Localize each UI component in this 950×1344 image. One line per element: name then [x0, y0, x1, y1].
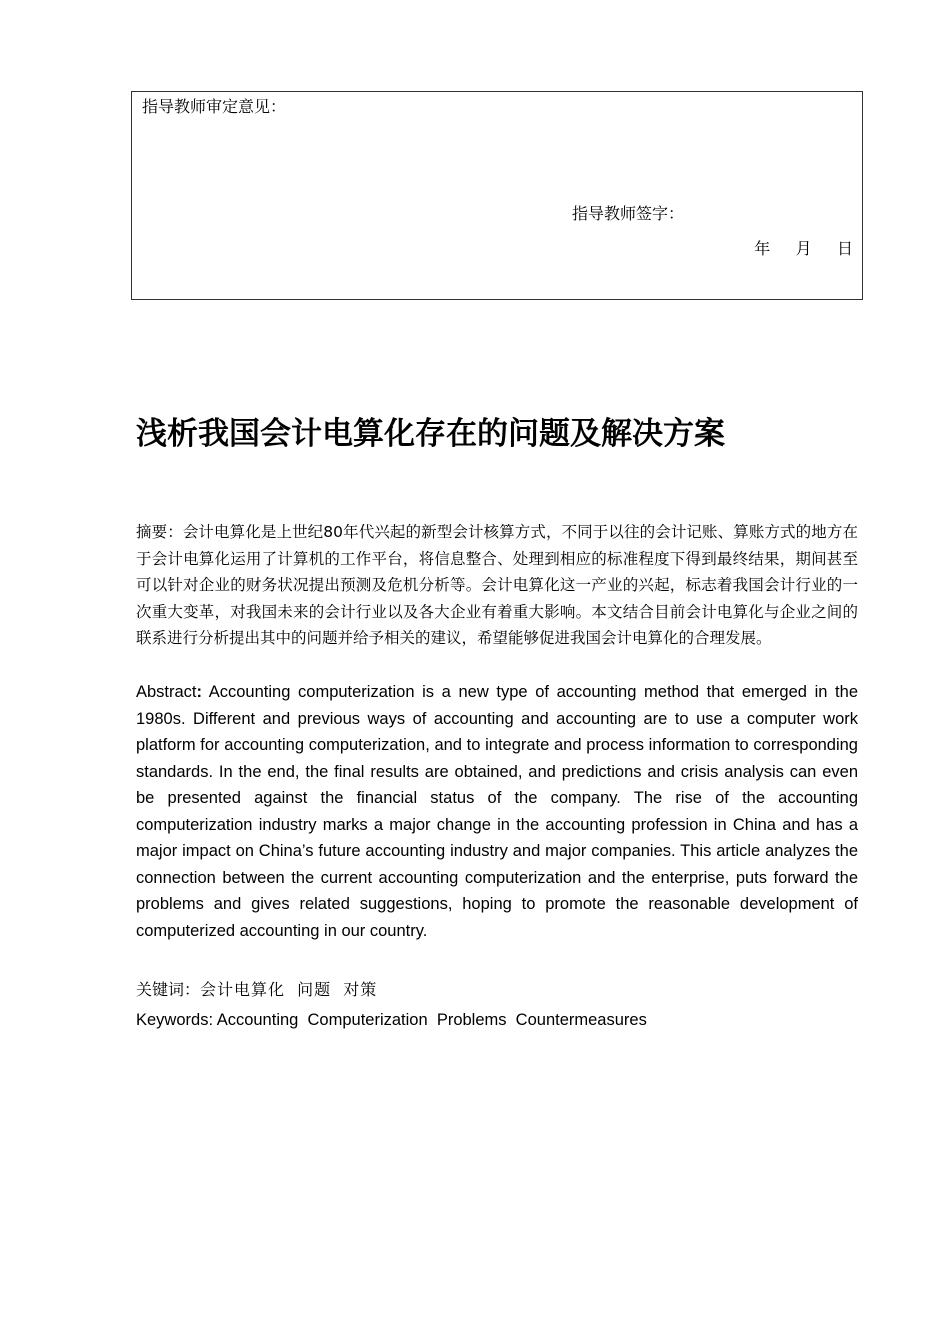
- abstract-chinese: [136, 519, 858, 652]
- keywords-english: Keywords: Accounting Computerization Problems Countermeasures: [136, 1011, 647, 1029]
- keywords-chinese-list: 会计电算化 问题 对策: [200, 980, 378, 999]
- advisor-signature-label: 指导教师签字：: [572, 204, 685, 223]
- advisor-review-box: [131, 91, 863, 300]
- abstract-english: [136, 679, 858, 944]
- review-date-line: 年 月 日: [754, 239, 854, 258]
- abstract-english-colon: :: [196, 683, 203, 701]
- keywords-chinese-label: 关键词: [136, 980, 185, 999]
- paper-title: 浅析我国会计电算化存在的问题及解决方案: [136, 416, 725, 452]
- abstract-english-label: Abstract: [136, 683, 197, 701]
- abstract-chinese-label: 摘要: [136, 523, 168, 541]
- abstract-chinese-colon: ：: [167, 523, 183, 541]
- keywords-chinese-colon: ：: [184, 980, 201, 999]
- abstract-english-text: Accounting computerization is a new type of accounting method that emerged in the 1980s. Different and previous ways of accounting and accounting are to use a computer work platform for accounting computerization, and to integrate and process information to corresponding standards. In the end, the final results are obtained, and predictions and crisis analysis can even be presented against the financial status of the company. The rise of the accounting computerization industry marks a major change in the accounting profession in China and has a major impact on China’s future accounting industry and major companies. This article analyzes the connection between the current accounting computerization and the enterprise, puts forward the problems and gives related suggestions, hoping to promote the reasonable development of computerized accounting in our country.: [136, 683, 858, 940]
- keywords-chinese: [136, 977, 377, 1003]
- advisor-review-label: 指导教师审定意见：: [142, 97, 287, 116]
- abstract-chinese-text: 会计电算化是上世纪80年代兴起的新型会计核算方式，不同于以往的会计记账、算账方式的地方在于会计电算化运用了计算机的工作平台，将信息整合、处理到相应的标准程度下得到最终结果，期间甚至可以针对企业的财务状况提出预测及危机分析等。会计电算化这一产业的兴起，标志着我国会计行业的一次重大变革，对我国未来的会计行业以及各大企业有着重大影响。本文结合目前会计电算化与企业之间的联系进行分析提出其中的问题并给予相关的建议，希望能够促进我国会计电算化的合理发展。: [136, 523, 858, 647]
